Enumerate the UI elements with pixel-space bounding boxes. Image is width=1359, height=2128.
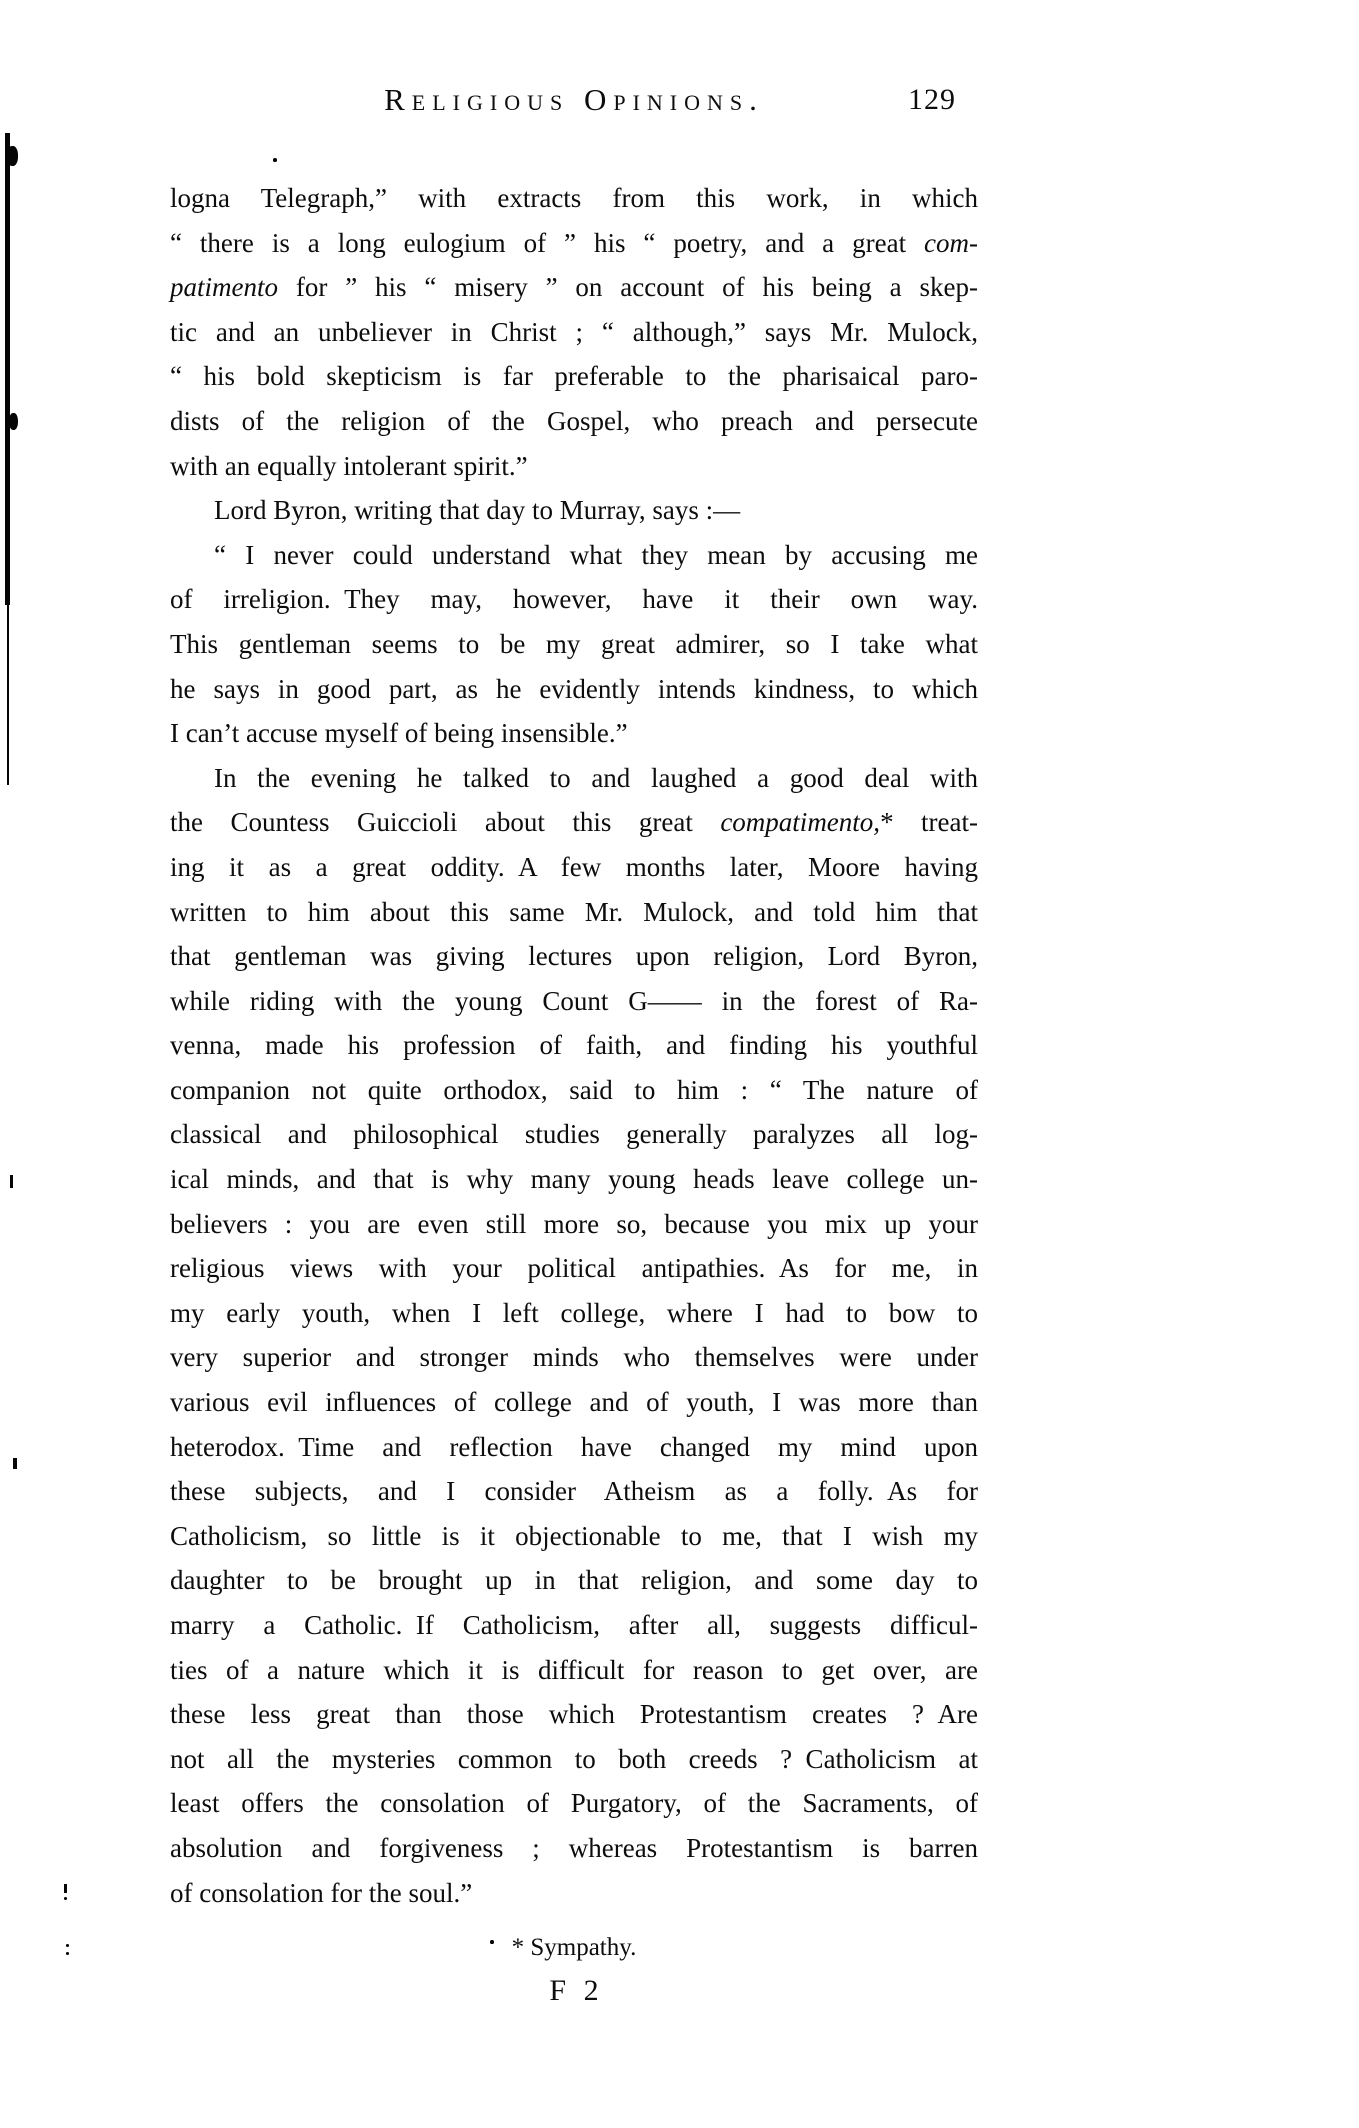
page-title: Religious Opinions. — [384, 82, 764, 117]
text-line: various evil influences of college and of youth, I was more than — [170, 1387, 978, 1418]
scan-artifact — [66, 1944, 69, 1947]
text-line: heterodox. Time and reflection have changed my mind upon — [170, 1431, 978, 1462]
scan-artifact — [66, 1952, 69, 1955]
text-line: Catholicism, so little is it objectionable to me, that I wish my — [170, 1520, 978, 1551]
text-line: religious views with your political antipathies. As for me, in — [170, 1253, 978, 1284]
text-line: written to him about this same Mr. Mulock, and told him that — [170, 896, 978, 927]
text-line: while riding with the young Count G—— in the forest of Ra- — [170, 985, 978, 1016]
page-body — [170, 176, 978, 1915]
text-line: daughter to be brought up in that religion, and some day to — [170, 1565, 978, 1596]
text-line: these less great than those which Protestantism creates ? Are — [170, 1699, 978, 1730]
text-line: patimento for ” his “ misery ” on account of his being a skep- — [170, 272, 978, 303]
text-line: companion not quite orthodox, said to him : “ The nature of — [170, 1074, 978, 1105]
scan-artifact — [64, 1884, 67, 1893]
printer-signature: F 2 — [549, 1974, 599, 2007]
scan-artifact — [273, 158, 277, 162]
scan-artifact — [13, 1458, 17, 1469]
text-line: he says in good part, as he evidently intends kindness, to which — [170, 673, 978, 704]
text-line: not all the mysteries common to both creeds ? Catholicism at — [170, 1743, 978, 1774]
text-line: ical minds, and that is why many young heads leave college un- — [170, 1164, 978, 1195]
scan-artifact — [490, 1940, 494, 1944]
running-header — [170, 82, 978, 124]
text-line: “ his bold skepticism is far preferable to the pharisaical paro- — [170, 361, 978, 392]
footnote: * Sympathy. — [511, 1934, 637, 1961]
text-line: marry a Catholic. If Catholicism, after all, suggests difficul- — [170, 1610, 978, 1640]
text-line: that gentleman was giving lectures upon religion, Lord Byron, — [170, 941, 978, 972]
page-number: 129 — [908, 83, 956, 116]
scan-artifact — [9, 413, 18, 430]
text-line: believers : you are even still more so, because you mix up your — [170, 1208, 978, 1239]
text-line: classical and philosophical studies generally paralyzes all log- — [170, 1119, 978, 1150]
text-line: I can’t accuse myself of being insensible.” — [170, 718, 628, 749]
text-line: with an equally intolerant spirit.” — [170, 450, 528, 481]
text-line: the Countess Guiccioli about this great compatimento,* treat- — [170, 807, 978, 838]
text-line: least offers the consolation of Purgatory, of the Sacraments, of — [170, 1788, 978, 1819]
text-line: tic and an unbeliever in Christ ; “ although,” says Mr. Mulock, — [170, 316, 978, 347]
text-line: In the evening he talked to and laughed a good deal with — [214, 762, 978, 793]
scan-artifact — [10, 1175, 13, 1188]
text-line: these subjects, and I consider Atheism as a folly. As for — [170, 1476, 978, 1507]
text-line: of consolation for the soul.” — [170, 1877, 473, 1908]
text-line: absolution and forgiveness ; whereas Protestantism is barren — [170, 1832, 978, 1863]
text-line: “ there is a long eulogium of ” his “ poetry, and a great com- — [170, 227, 978, 258]
text-line: my early youth, when I left college, where I had to bow to — [170, 1297, 978, 1328]
scan-artifact — [7, 146, 18, 166]
scan-artifact — [5, 133, 10, 605]
text-line: ties of a nature which it is difficult for reason to get over, are — [170, 1654, 978, 1685]
text-line: This gentleman seems to be my great admirer, so I take what — [170, 628, 978, 659]
text-line: logna Telegraph,” with extracts from this work, in which — [170, 183, 978, 213]
text-line: ing it as a great oddity. A few months later, Moore having — [170, 851, 978, 882]
scan-artifact — [64, 1897, 67, 1900]
text-line: Lord Byron, writing that day to Murray, says :— — [214, 495, 741, 526]
text-line: very superior and stronger minds who themselves were under — [170, 1342, 978, 1373]
text-line: dists of the religion of the Gospel, who preach and persecute — [170, 405, 978, 436]
text-line: venna, made his profession of faith, and finding his youthful — [170, 1030, 978, 1061]
scan-artifact — [7, 600, 9, 785]
text-line: of irreligion. They may, however, have it their own way. — [170, 584, 978, 615]
text-line: “ I never could understand what they mean by accusing me — [214, 539, 978, 570]
